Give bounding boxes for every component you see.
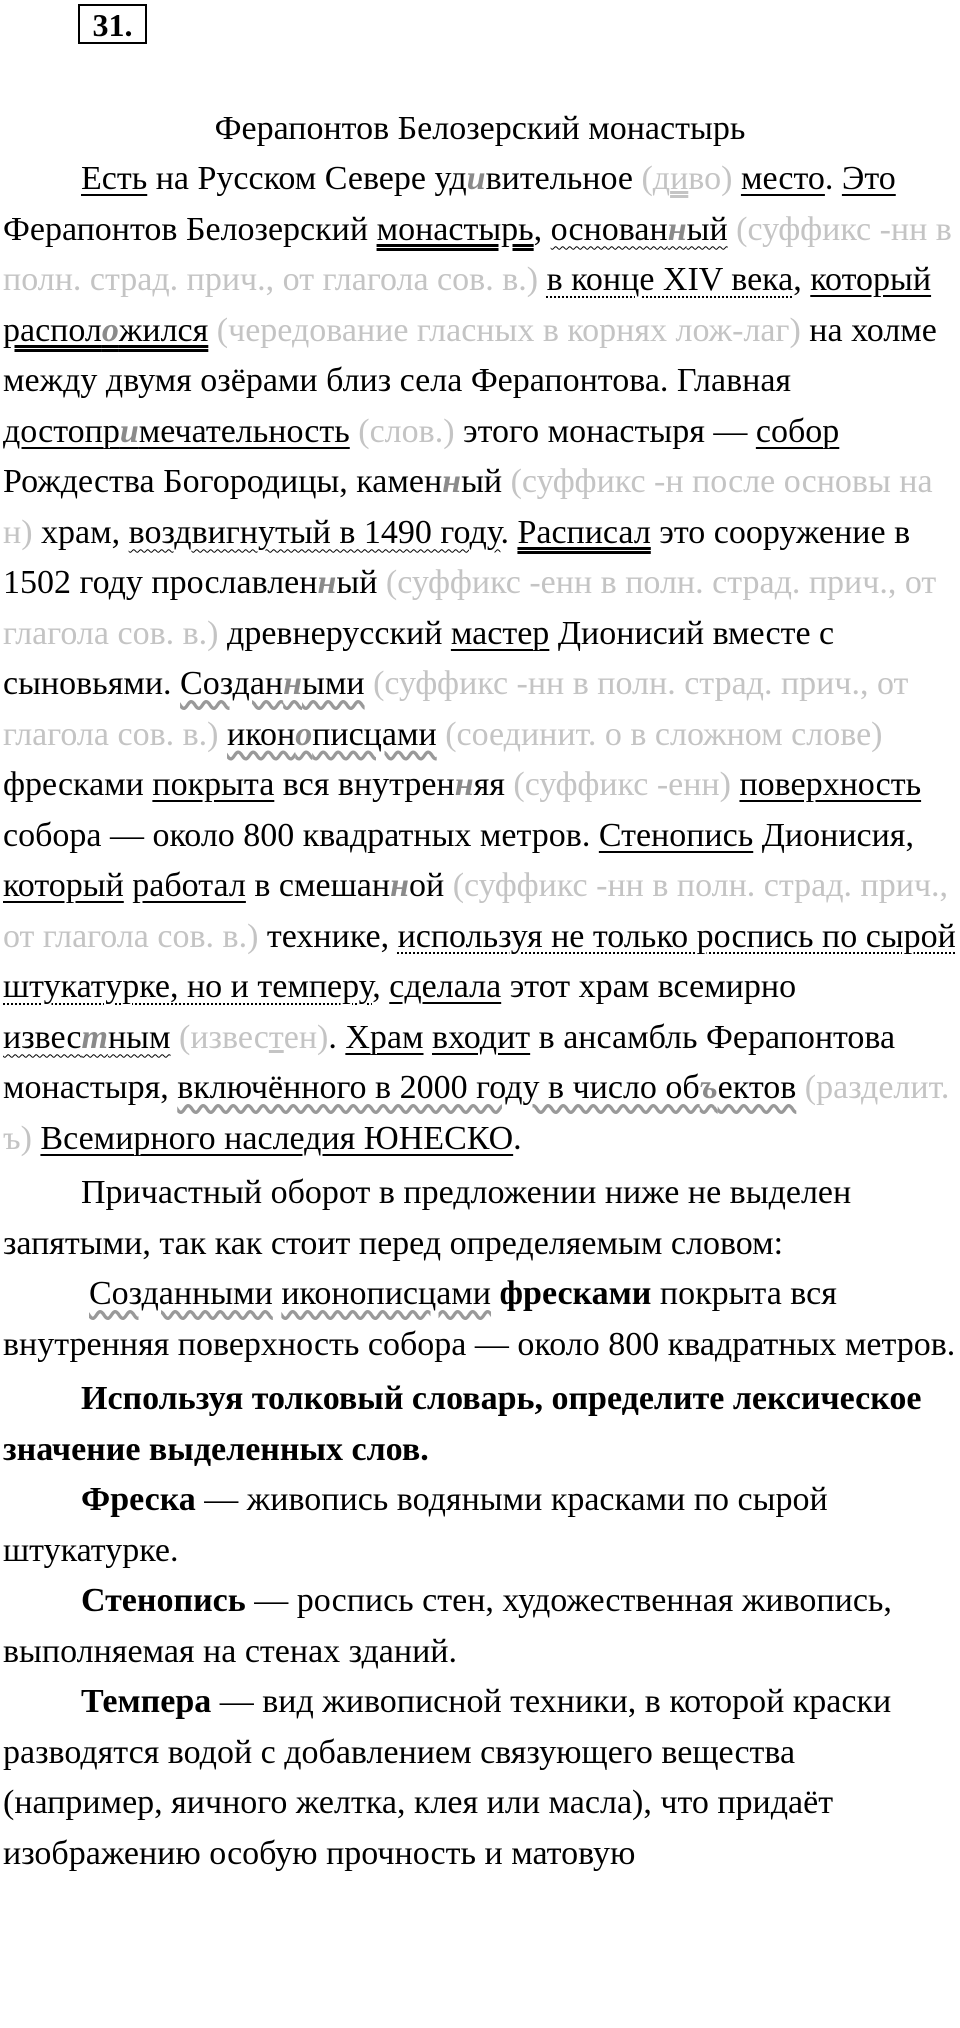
predicate-word: Расписал xyxy=(517,513,651,551)
predicate-word: покрыта xyxy=(152,766,275,803)
participle-phrase: воздвигнутый в 1490 году xyxy=(128,513,501,551)
subject-word: Есть xyxy=(81,160,148,197)
exercise-number: 31. xyxy=(78,4,147,44)
predicate-word: расположился xyxy=(3,311,209,349)
participle-word: Созданными xyxy=(180,665,365,702)
object-word: известным xyxy=(3,1018,171,1056)
participle-word: основанный xyxy=(550,210,728,248)
definition-text: — вид живописной техники, в которой краски разводятся водой с добавлением связующего вещества (например, яичного желтка, клея или масла), что придаёт изображению особую прочность и матовую xyxy=(3,1683,892,1872)
spelling-note: (суффикс -енн в полн. страд. прич., от глагола сов. в.) xyxy=(3,564,937,652)
spelling-note: (чередование гласных в корнях лож-лаг) xyxy=(216,311,801,349)
adverbial-phrase: используя не только роспись по сырой штукатурке, но и темперу xyxy=(3,917,956,1005)
object-word: иконописцами xyxy=(227,715,437,753)
definition-term: Темпера xyxy=(81,1683,212,1720)
subject-word: который xyxy=(3,867,124,904)
highlighted-letter: и xyxy=(466,160,486,197)
spelling-note: (известен) xyxy=(179,1018,329,1056)
spelling-note: (суффикс -нн в полн. страд. прич., от глагола сов. в.) xyxy=(3,867,949,955)
definition-term: Стенопись xyxy=(81,1582,246,1619)
predicate-word: монастырь xyxy=(376,210,534,248)
definition-item xyxy=(3,1677,957,1879)
spelling-note: (диво) xyxy=(641,160,733,197)
subject-word: который xyxy=(810,261,932,298)
spelling-note: (суффикс -н после основы на н) xyxy=(3,463,933,551)
subject-word: достопримечательность xyxy=(3,412,350,450)
main-paragraph: Есть на Русском Севере удивительное (диво) место. Это Ферапонтов Белозерский монастырь, основанный (суффикс -нн в полн. страд. прич., от глагола сов. в.) в конце XIV века, который расположился (чередование гласных в корнях лож-лаг) на холме между двумя озёрами близ села Ферапонтова. Главная достопримечательность (слов.) этого монастыря — собор Рождества Богородицы, каменный (суффикс -н после основы на н) храм, воздвигнутый в 1490 году. Расписал это сооружение в 1502 году прославленный (суффикс -енн в полн. страд. прич., от глагола сов. в.) древнерусский мастер Дионисий вместе с сыновьями. Созданными (суффикс -нн в полн. страд. прич., от глагола сов. в.) иконописцами (соединит. о в сложном слове) фресками покрыта вся внутренняя (суффикс -енн) поверхность собора — около 800 квадратных метров. Стенопись Дионисия, который работал в смешанной (суффикс -нн в полн. страд. прич., от глагола сов. в.) технике, используя не только роспись по сырой штукатурке, но и темперу, сделала этот храм всемирно известным (известен). Храм входит в ансамбль Ферапонтова монастыря, включённого в 2000 году в число объектов (разделит. ъ) Всемирного наследия ЮНЕСКО. xyxy=(3,160,956,1157)
spelling-note: (суффикс -енн) xyxy=(513,766,731,803)
subject-word: поверхность xyxy=(739,766,922,803)
definition-item xyxy=(3,1576,957,1677)
text-title: Ферапонтов Белозерский монастырь xyxy=(214,110,746,147)
example-sentence: Созданными иконописцами фресками покрыта вся внутренняя поверхность собора — около 800 квадратных метров. xyxy=(3,1275,956,1363)
subject-word: мастер xyxy=(450,614,550,652)
spelling-note: (суффикс -нн в полн. страд. прич., от глагола сов. в.) xyxy=(3,210,952,298)
spelling-note: (суффикс -нн в полн. страд. прич., от глагола сов. в.) xyxy=(3,665,909,753)
text-run: на Русском Севере уд xyxy=(155,160,467,197)
definition-item xyxy=(3,1475,957,1576)
predicate-word: входит xyxy=(432,1018,531,1056)
task-instruction: Используя толковый словарь, определите лексическое значение выделенных слов. xyxy=(3,1380,922,1468)
text-body xyxy=(3,154,957,1879)
text-run: вительное xyxy=(485,160,633,197)
predicate-word: сделала xyxy=(389,968,502,1005)
defined-noun: фресками xyxy=(499,1275,652,1312)
definition-text: — живопись водяными красками по сырой штукатурке. xyxy=(3,1481,828,1569)
subject-word: Это xyxy=(841,160,896,197)
spelling-note: (слов.) xyxy=(358,412,455,450)
adverbial-phrase: в конце XIV века xyxy=(546,261,794,298)
definition-term: Фреска xyxy=(81,1481,196,1518)
spelling-note: (разделит. ъ) xyxy=(3,1069,950,1157)
object-word: Всемирного наследия ЮНЕСКО xyxy=(40,1119,514,1157)
spelling-note: (соединит. о в сложном слове) xyxy=(445,715,883,753)
explanation-paragraph: Причастный оборот в предложении ниже не выделен запятыми, так как стоит перед определяемым словом: xyxy=(3,1174,852,1262)
predicate-word: собор xyxy=(755,412,840,450)
definition-text: — роспись стен, художественная живопись, выполняемая на стенах зданий. xyxy=(3,1582,892,1670)
subject-word: Храм xyxy=(345,1018,424,1056)
object-word: место xyxy=(740,160,825,197)
object-word: иконописцами xyxy=(281,1275,492,1312)
participle-word: Созданными xyxy=(89,1275,273,1312)
subject-word: Стенопись xyxy=(598,816,754,854)
participle-phrase: включённого в 2000 году в число объектов xyxy=(177,1069,797,1106)
predicate-word: работал xyxy=(132,867,246,904)
